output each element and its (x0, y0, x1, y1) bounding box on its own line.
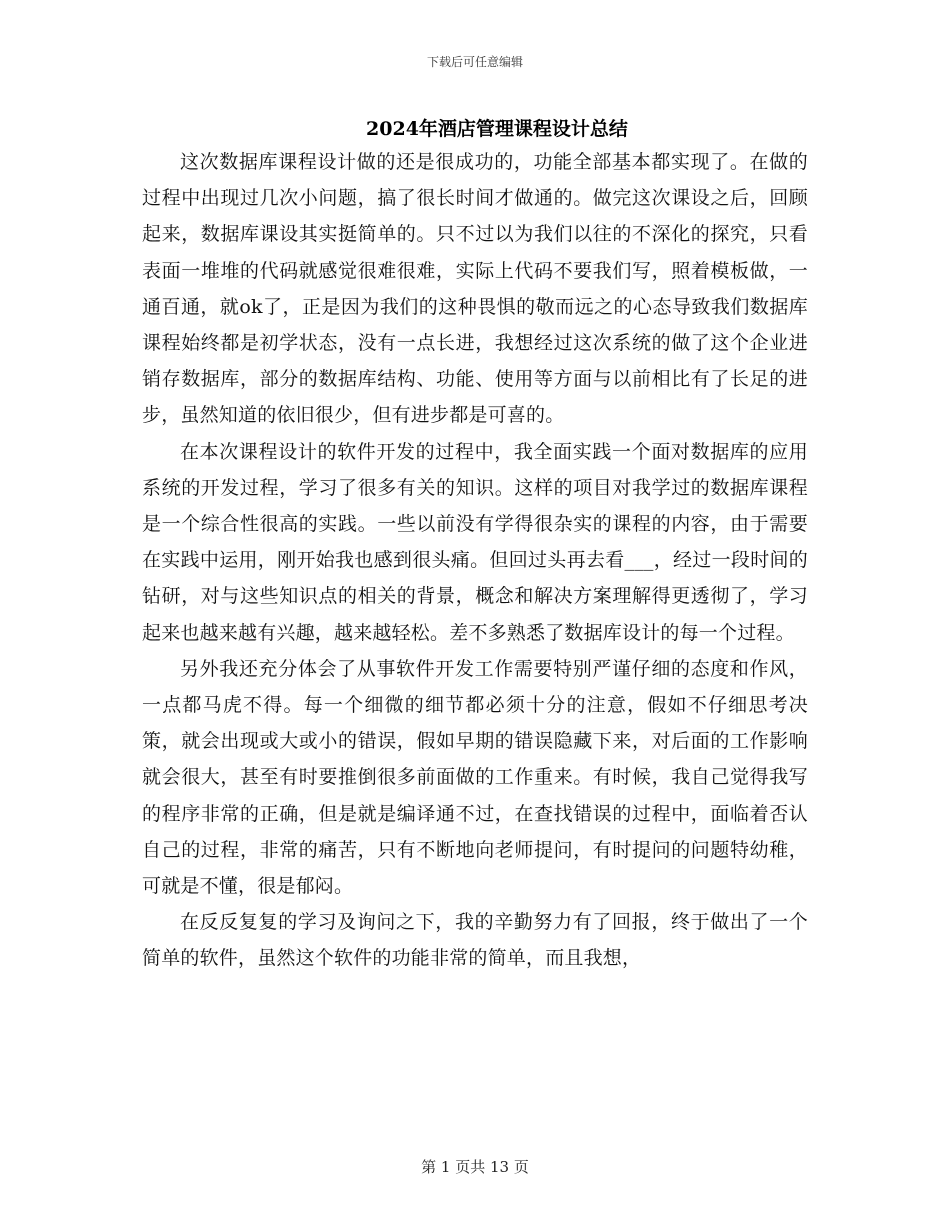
paragraph-3: 另外我还充分体会了从事软件开发工作需要特别严谨仔细的态度和作风，一点都马虎不得。每一个细微的细节都必须十分的注意，假如不仔细思考决策，就会出现或大或小的错误，假如早期的错误隐藏下来，对后面的工作影响就会很大，甚至有时要推倒很多前面做的工作重来。有时候，我自己觉得我写的程序非常的正确，但是就是编译通不过，在查找错误的过程中，面临着否认自己的过程，非常的痛苦，只有不断地向老师提问，有时提问的问题特幼稚，可就是不懂，很是郁闷。 (142, 657, 808, 898)
paragraph-1: 这次数据库课程设计做的还是很成功的，功能全部基本都实现了。在做的过程中出现过几次小问题，搞了很长时间才做通的。做完这次课设之后，回顾起来，数据库课设其实挺简单的。只不过以为我们以往的不深化的探究，只看表面一堆堆的代码就感觉很难很难，实际上代码不要我们写，照着模板做，一通百通，就ok了，正是因为我们的这种畏惧的敬而远之的心态导致我们数据库课程始终都是初学状态，没有一点长进，我想经过这次系统的做了这个企业进销存数据库，部分的数据库结构、功能、使用等方面与以前相比有了长足的进步，虽然知道的依旧很少，但有进步都是可喜的。 (142, 151, 808, 427)
paragraph-4: 在反反复复的学习及询问之下，我的辛勤努力有了回报，终于做出了一个简单的软件，虽然这个软件的功能非常的简单，而且我想， (142, 911, 808, 970)
paragraph-2: 在本次课程设计的软件开发的过程中，我全面实践一个面对数据库的应用系统的开发过程，学习了很多有关的知识。这样的项目对我学过的数据库课程是一个综合性很高的实践。一些以前没有学得很杂实的课程的内容，由于需要在实践中运用，刚开始我也感到很头痛。但回过头再去看___，经过一段时间的钻研，对与这些知识点的相关的背景，概念和解决方案理解得更透彻了，学习起来也越来越有兴趣，越来越轻松。差不多熟悉了数据库设计的每一个过程。 (142, 440, 808, 644)
document-body (142, 144, 808, 977)
page-header-note: 下载后可任意编辑 (426, 55, 523, 69)
page-number-footer: 第 1 页共 13 页 (421, 1158, 529, 1176)
document-title: 2024年酒店管理课程设计总结 (366, 118, 628, 140)
